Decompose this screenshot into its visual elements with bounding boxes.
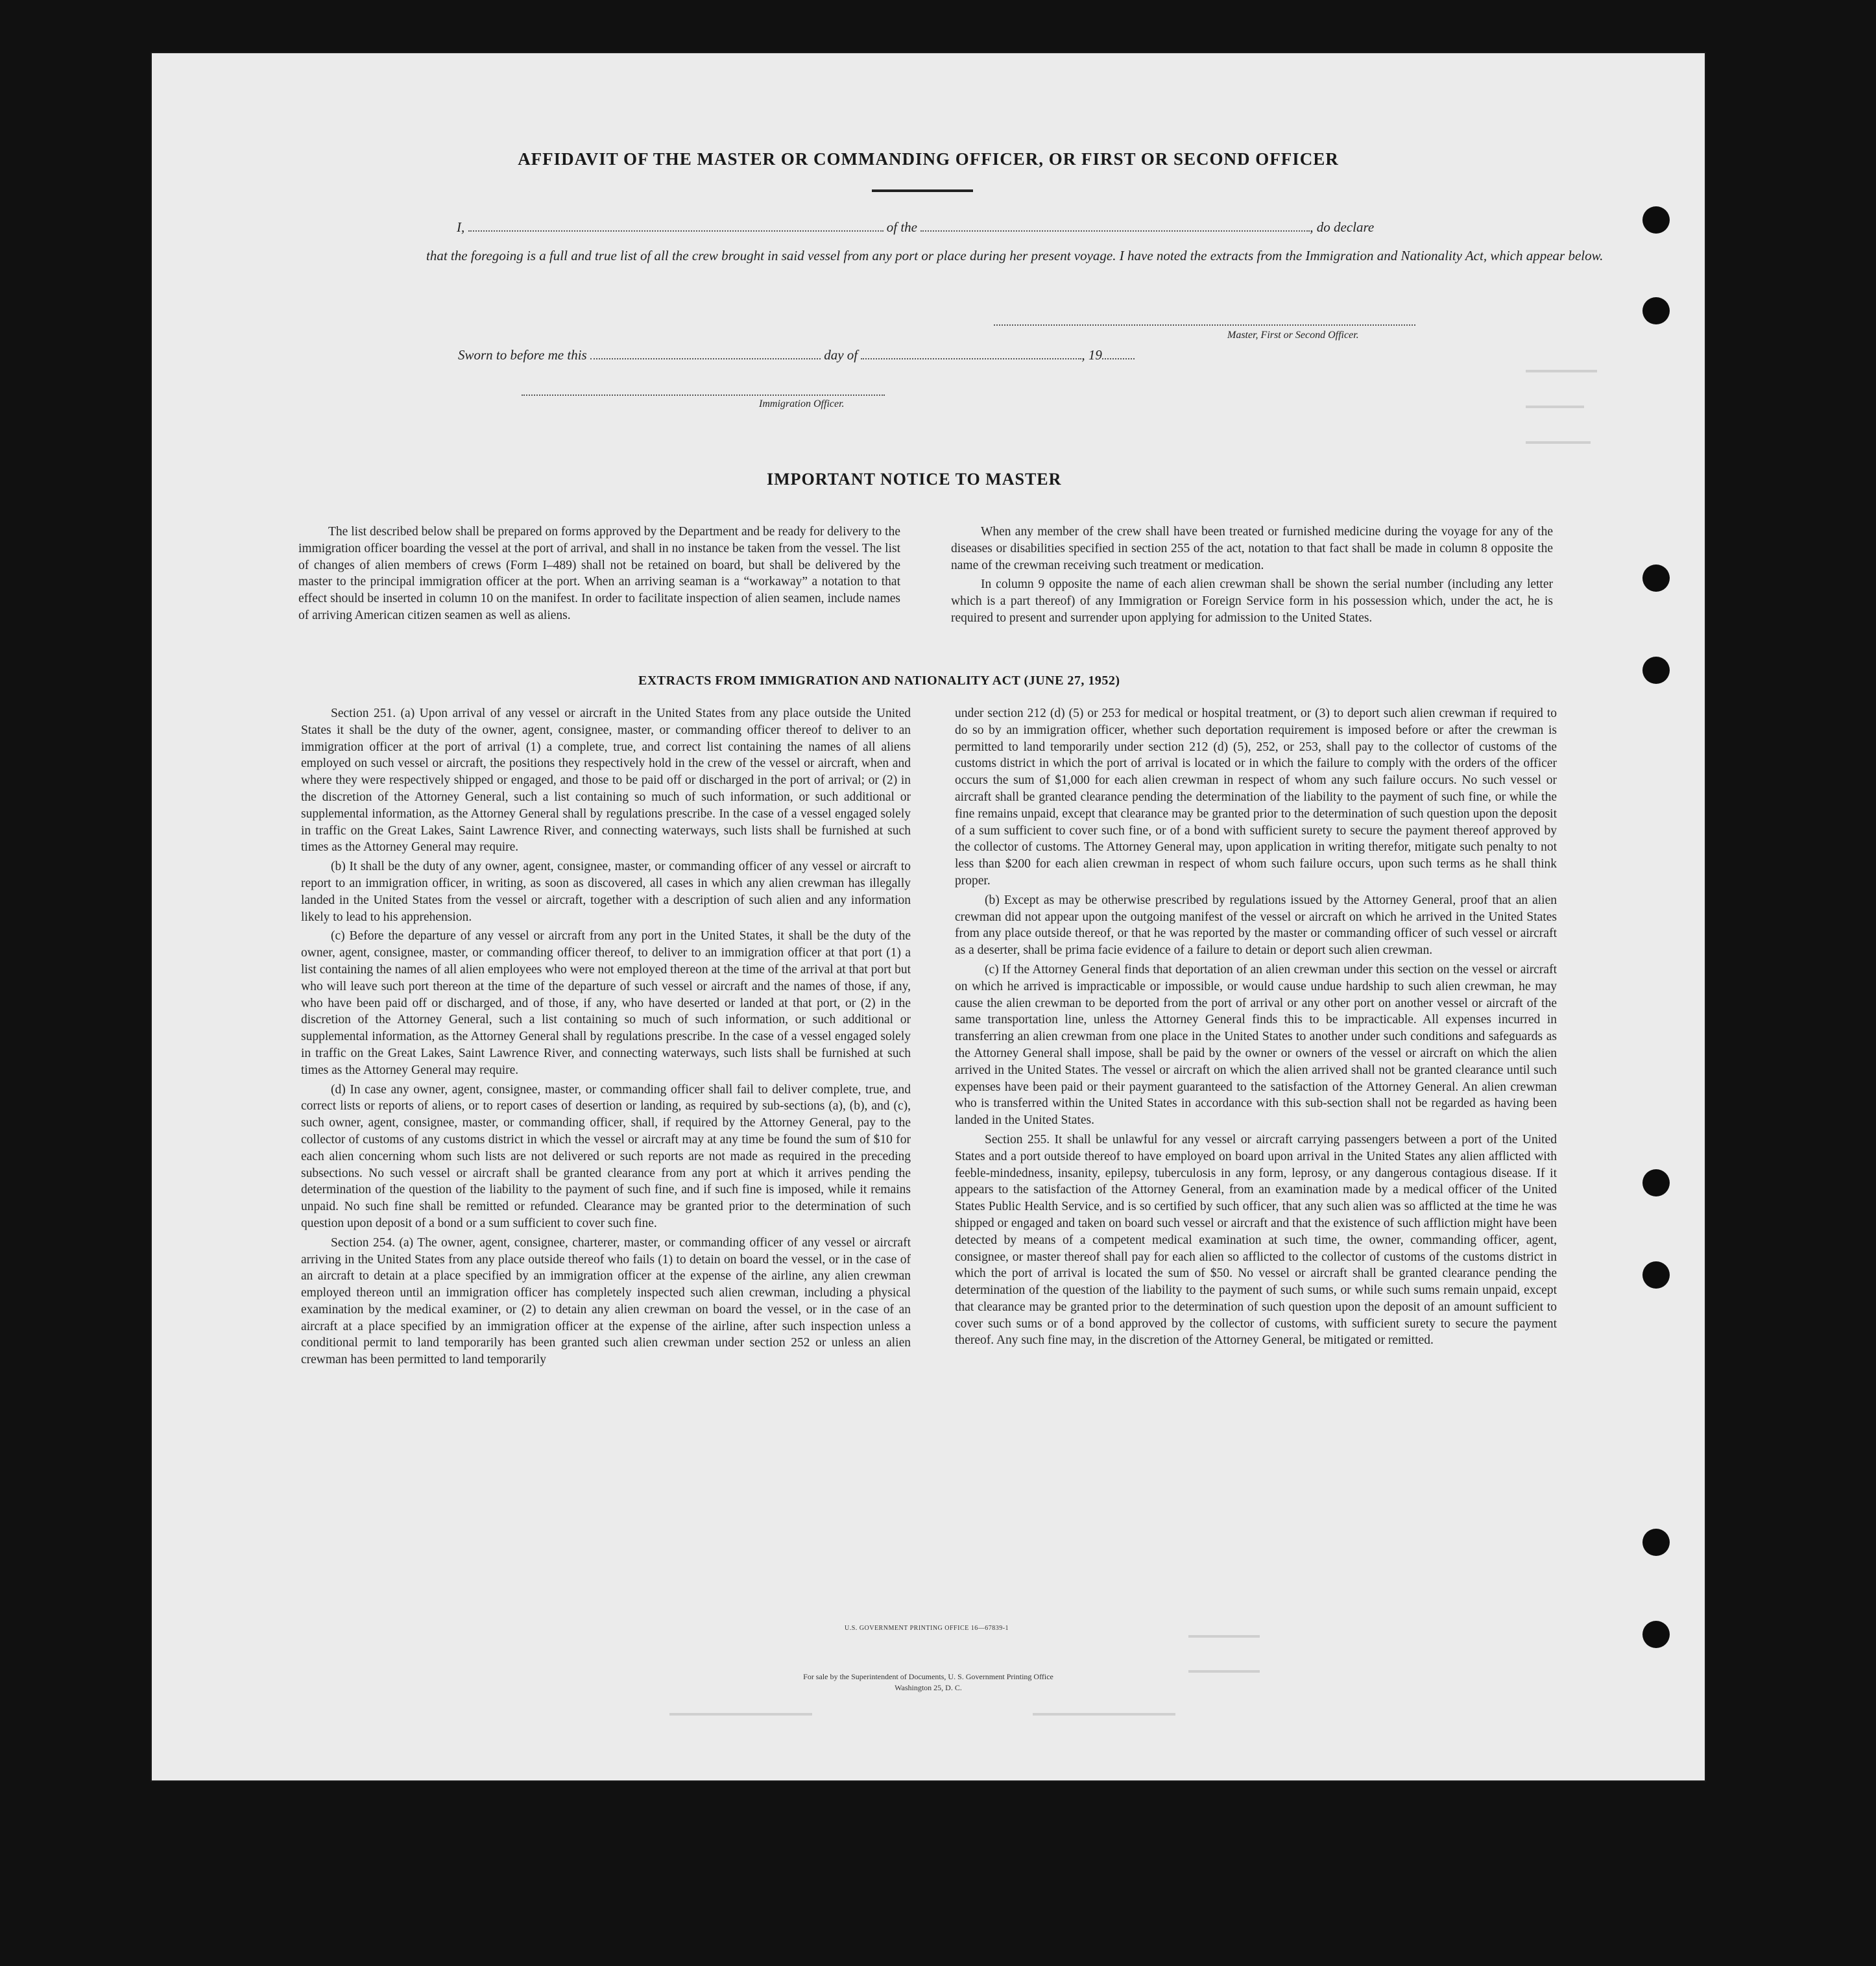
- master-signature-label: Master, First or Second Officer.: [1227, 330, 1359, 341]
- binder-hole: [1642, 1261, 1670, 1289]
- binder-hole: [1642, 297, 1670, 324]
- binder-hole: [1642, 1621, 1670, 1648]
- bleed-mark: [1526, 441, 1591, 444]
- section-paragraph: (b) Except as may be otherwise prescribed by regulations issued by the Attorney General, proof that an alien crewman did not appear upon the outgoing manifest of the vessel or aircraft on which he arrived in the United States from any place outside thereof, or that he was reported by the master or commanding officer of such vessel or aircraft as a deserter, shall be prima facie evidence of a failure to detain or deport such alien crewman.: [955, 893, 1557, 958]
- sworn-day-field[interactable]: [590, 358, 821, 359]
- bleed-mark: [1526, 406, 1584, 408]
- notice-right-column: [951, 524, 1553, 629]
- sworn-month-field[interactable]: [861, 358, 1081, 359]
- title-divider: [872, 189, 973, 192]
- extracts-title: EXTRACTS FROM IMMIGRATION AND NATIONALITY ACT (JUNE 27, 1952): [638, 674, 1120, 688]
- sale-line-1: For sale by the Superintendent of Documents, U. S. Government Printing Office: [803, 1672, 1053, 1681]
- declaration-line: [457, 219, 1374, 236]
- binder-hole: [1642, 1169, 1670, 1196]
- of-the-label: of the: [886, 219, 917, 235]
- bleed-mark: [1033, 1713, 1175, 1716]
- i-label: I,: [457, 219, 465, 235]
- printing-office-line: U.S. GOVERNMENT PRINTING OFFICE 16—67839-1: [845, 1625, 1009, 1632]
- section-paragraph: (d) In case any owner, agent, consignee, master, or commanding officer shall fail to deliver complete, true, and correct lists or reports of aliens, or to report cases of desertion or landing, as required by sub-sections (a), (b), and (c), such owner, agent, consignee, master, or commanding officer, shall, if required by the Attorney General, pay to the collector of customs of any customs district in which the vessel or aircraft may at any time be found the sum of $10 for each alien concerning whom such lists are not delivered or such reports are not made as required in the preceding subsections. No such vessel or aircraft shall be granted clearance from any port at which it arrives pending the determination of the question of the liability to the payment of such fine, and if such fine is imposed, while it remains unpaid. No such fine shall be remitted or refunded. Clearance may be granted prior to the determination of such question upon deposit of a bond or a sum sufficient to cover such fine.: [301, 1082, 911, 1230]
- notice-left-paragraph: The list described below shall be prepared on forms approved by the Department and be ready for delivery to the immigration officer boarding the vessel at the port of arrival, and shall in no instance be taken from the vessel. The list of changes of alien members of crews (Form I–489) shall not be retained on board, but shall be delivered by the master to the principal immigration officer at the port. When an arriving seaman is a “workaway” a notation to that effect should be inserted in column 10 on the manifest. In order to facilitate inspection of alien seamen, include names of arriving American citizen seamen as well as aliens.: [298, 525, 900, 622]
- notice-left-column: [298, 524, 900, 627]
- section-paragraph: under section 212 (d) (5) or 253 for medical or hospital treatment, or (3) to deport such alien crewman if required to do so by an immigration officer, whether such deportation requirement is imposed before or after the crewman is permitted to land temporarily under section 212 (d) (5), 252, or 253, shall pay to the collector of customs of the customs district in which the port of arrival is located or in which the failure to comply with the orders of the officer occurs the sum of $1,000 for each alien crewman in respect of whom any such failure occurs. No such vessel or aircraft shall be granted clearance pending the determination of the liability to the payment of such fine, or while the fine remains unpaid, except that clearance may be granted prior to the determination of such question upon the deposit of a sum sufficient to cover such fine, or of a bond with sufficient surety to secure the payment thereof approved by the collector of customs. The Attorney General may, upon application in writing therefor, mitigate such penalty to not less than $200 for each alien crewman in respect of whom such failure occurs, upon such terms as he shall think proper.: [955, 707, 1557, 888]
- bleed-mark: [1526, 370, 1597, 372]
- master-signature-field[interactable]: [994, 324, 1415, 326]
- vessel-field[interactable]: [920, 230, 1310, 232]
- sworn-year-field[interactable]: [1102, 358, 1135, 359]
- name-field[interactable]: [468, 230, 884, 232]
- year-label: , 19: [1081, 347, 1102, 363]
- immigration-officer-label: Immigration Officer.: [759, 398, 845, 409]
- immigration-officer-signature-field[interactable]: [522, 394, 885, 396]
- affidavit-page: [150, 52, 1706, 1782]
- declaration-text: that the foregoing is a full and true list of all the crew brought in said vessel from any port or place during her present voyage. I have noted the extracts from the Immigration and Nationality Act, which appear below.: [426, 248, 1604, 263]
- bleed-mark: [1188, 1635, 1260, 1638]
- section-paragraph: Section 254. (a) The owner, agent, consignee, charterer, master, or commanding officer of any vessel or aircraft arriving in the United States from any place outside thereof who fails (1) to detain on board the vessel, or in the case of an aircraft to detain at a place specified by an immigration officer at the expense of the airline, any alien crewman employed thereon until an immigration officer has completely inspected such alien crewman, including a physical examination by the medical examiner, or (2) to detain any alien crewman on board the vessel, or in the case of an aircraft at a place specified by an immigration officer at the expense of the airline, after such inspection unless a conditional permit to land temporarily has been granted such alien crewman under section 252 or unless an alien crewman has been permitted to land temporarily: [301, 1235, 911, 1367]
- extracts-left-column: [301, 705, 911, 1371]
- affidavit-title: AFFIDAVIT OF THE MASTER OR COMMANDING OFFICER, OR FIRST OR SECOND OFFICER: [518, 149, 1339, 169]
- sale-line-2: Washington 25, D. C.: [895, 1683, 962, 1692]
- binder-hole: [1642, 206, 1670, 234]
- extracts-right-column: [955, 705, 1557, 1352]
- notice-title: IMPORTANT NOTICE TO MASTER: [767, 470, 1062, 489]
- do-declare-label: , do declare: [1310, 219, 1375, 235]
- section-paragraph: (c) If the Attorney General finds that deportation of an alien crewman under this section on the vessel or aircraft on which he arrived is impracticable or impossible, or would cause undue hardship to such alien crewman, he may cause the alien crewman to be deported from the port of arrival or any other port on another vessel or aircraft of the same transportation line, unless the Attorney General finds this to be impracticable. All expenses incurred in transferring an alien crewman from one place in the United States to another under such conditions and safeguards as the Attorney General shall impose, shall be paid by the owner or owners of the vessel or aircraft on which the alien arrived in the United States. The vessel or aircraft on which the alien arrived shall not be granted clearance until such expenses have been paid or their payment guaranteed to the satisfaction of the Attorney General. An alien crewman who is transferred within the United States in accordance with this sub-section shall not be regarded as having been landed in the United States.: [955, 962, 1557, 1128]
- sworn-label: Sworn to before me this: [458, 347, 587, 363]
- binder-hole: [1642, 1529, 1670, 1556]
- section-paragraph: Section 251. (a) Upon arrival of any vessel or aircraft in the United States from any place outside the United States it shall be the duty of the owner, agent, consignee, master, or commanding officer thereof to deliver to an immigration officer at the port of arrival (1) a complete, true, and correct list containing the names of all aliens employed on such vessel or aircraft, the positions they respectively hold in the crew of the vessel or aircraft, when and where they were respectively shipped or engaged, and those to be paid off or discharged in the port of arrival; or (2) in the discretion of the Attorney General, such a list containing so much of such information, or such additional or supplemental information, as the Attorney General shall by regulations prescribe. In the case of a vessel engaged solely in traffic on the Great Lakes, Saint Lawrence River, and connecting waterways, such lists shall be furnished at such times as the Attorney General may require.: [301, 707, 911, 855]
- day-of-label: day of: [824, 347, 858, 363]
- binder-hole: [1642, 657, 1670, 684]
- section-paragraph: (b) It shall be the duty of any owner, agent, consignee, master, or commanding officer of any vessel or aircraft to report to an immigration officer, in writing, as soon as discovered, all cases in which any alien crewman has illegally landed in the United States from the vessel or aircraft, together with a description of such alien and any information likely to lead to his apprehension.: [301, 860, 911, 924]
- binder-hole: [1642, 564, 1670, 592]
- section-paragraph: Section 255. It shall be unlawful for any vessel or aircraft carrying passengers between a port of the United States and a port outside thereof to have employed on board upon arrival in the United States any alien afflicted with feeble-mindedness, insanity, epilepsy, tuberculosis in any form, leprosy, or any dangerous contagious disease. If it appears to the satisfaction of the Attorney General, from an examination made by a medical officer of the United States Public Health Service, and is so certified by such officer, that any such alien was so afflicted at the time he was shipped or engaged and taken on board such vessel or aircraft and that the existence of such affliction might have been detected by means of a competent medical examination at such time, the owner, commanding officer, agent, consignee, or master thereof shall pay for each alien so afflicted to the collector of customs of the customs district in which the port of arrival is located the sum of $50. No vessel or aircraft shall be granted clearance pending the determination of the question of the liability to the payment of such sums, or while such sums remain unpaid, except that clearance may be granted prior to the determination of such question upon the deposit of an amount sufficient to cover such sums or of a bond approved by the collector of customs, with sufficient surety to secure the payment thereof. Any such fine may, in the discretion of the Attorney General, be mitigated or remitted.: [955, 1132, 1557, 1348]
- notice-right-paragraph: In column 9 opposite the name of each alien crewman shall be shown the serial number (including any letter which is a part thereof) of any Immigration or Foreign Service form in his possession which, under the act, he is required to present and surrender upon applying for admission to the United States.: [951, 577, 1553, 625]
- bleed-mark: [669, 1713, 812, 1716]
- notice-right-paragraph: When any member of the crew shall have been treated or furnished medicine during the voyage for any of the diseases or disabilities specified in section 255 of the act, notation to that fact shall be made in column 8 opposite the name of the crewman receiving such treatment or medication.: [951, 525, 1553, 572]
- sworn-line: [458, 347, 1135, 363]
- section-paragraph: (c) Before the departure of any vessel or aircraft from any port in the United States, it shall be the duty of the owner, agent, consignee, master, or commanding officer thereof, to deliver to an immigration officer at that port (1) a list containing the names of all alien employees who were not employed thereon at the time of the arrival at that port but who will leave such port thereon at the time of the departure of such vessel or aircraft and the names of those, if any, who have been paid off or discharged, and of those, if any, who have deserted or landed at that port, or (2) in the discretion of the Attorney General, such a list containing so much of such information, or such additional or supplemental information, as the Attorney General shall by regulations prescribe. In the case of a vessel engaged solely in traffic on the Great Lakes, Saint Lawrence River, and connecting waterways, such lists shall be furnished at such times as the Attorney General may require.: [301, 929, 911, 1077]
